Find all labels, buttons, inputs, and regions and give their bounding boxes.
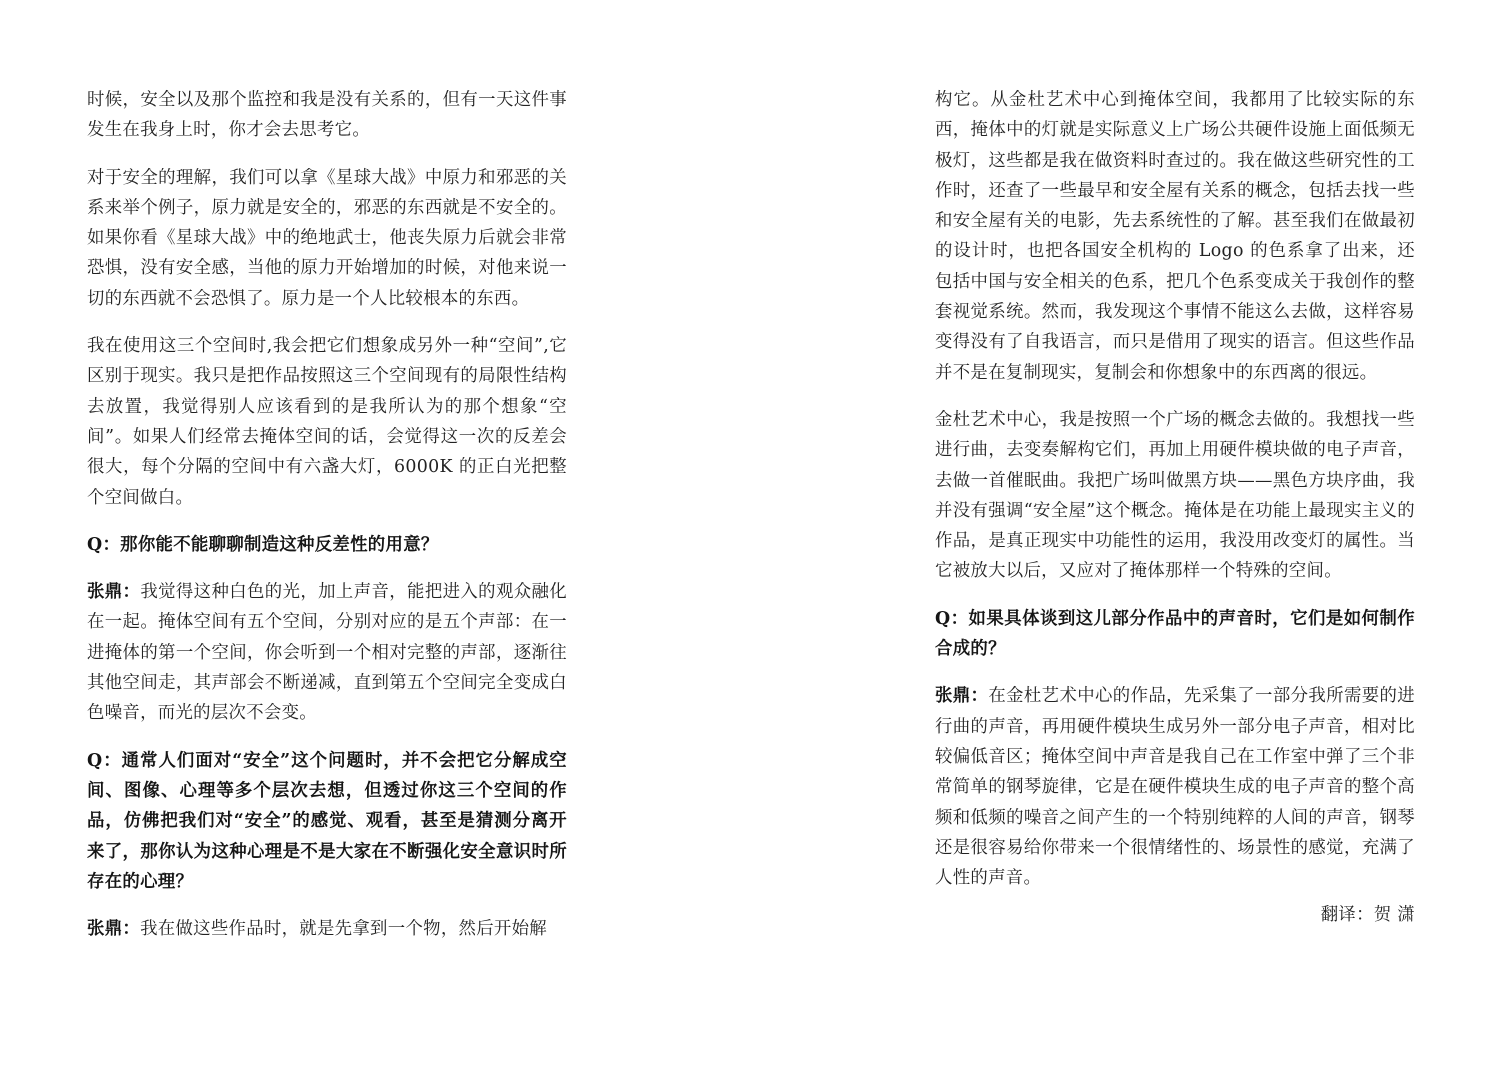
translator-credit: 翻译：贺 潇	[1320, 905, 1415, 926]
right-page	[935, 85, 1415, 931]
left-page	[87, 85, 567, 961]
body-paragraph: 构它。从金杜艺术中心到掩体空间，我都用了比较实际的东西，掩体中的灯就是实际意义上广场公共硬件设施上面低频无极灯，这些都是我在做资料时查过的。我在做这些研究性的工作时，还查了一些最早和安全屋有关系的概念，包括去找一些和安全屋有关的电影，先去系统性的了解。甚至我们在做最初的设计时，也把各国安全机构的 Logo 的色系拿了出来，还包括中国与安全相关的色系，把几个色系变成关于我创作的整套视觉系统。然而，我发现这个事情不能这么去做，这样容易变得没有了自我语言，而只是借用了现实的语言。但这些作品并不是在复制现实，复制会和你想象中的东西离的很远。	[935, 90, 1415, 383]
body-paragraph: 金杜艺术中心，我是按照一个广场的概念去做的。我想找一些进行曲，去变奏解构它们，再加上用硬件模块做的电子声音，去做一首催眠曲。我把广场叫做黑方块——黑色方块序曲，我并没有强调“安全屋”这个概念。掩体是在功能上最现实主义的作品，是真正现实中功能性的运用，我没用改变灯的属性。当它被放大以后，又应对了掩体那样一个特殊的空间。	[935, 409, 1415, 582]
answer-text: 我在做这些作品时，就是先拿到一个物，然后开始解	[140, 919, 547, 940]
interview-question: Q：那你能不能聊聊制造这种反差性的用意？	[87, 534, 439, 555]
answer-text: 我觉得这种白色的光，加上声音，能把进入的观众融化在一起。掩体空间有五个空间，分别对应的是五个声部：在一进掩体的第一个空间，你会听到一个相对完整的声部，逐渐往其他空间走，其声部会不断递减，直到第五个空间完全变成白色噪音，而光的层次不会变。	[87, 582, 567, 724]
interview-question: Q：通常人们面对“安全”这个问题时，并不会把它分解成空间、图像、心理等多个层次去想，但透过你这三个空间的作品，仿佛把我们对“安全”的感觉、观看，甚至是猜测分离开来了，那你认为这种心理是不是大家在不断强化安全意识时所存在的心理？	[87, 750, 567, 892]
body-paragraph: 时候，安全以及那个监控和我是没有关系的，但有一天这件事发生在我身上时，你才会去思考它。	[87, 90, 567, 141]
interview-answer	[87, 914, 567, 944]
speaker-label: 张鼎：	[935, 686, 989, 707]
speaker-label: 张鼎：	[87, 919, 141, 940]
answer-text: 在金杜艺术中心的作品，先采集了一部分我所需要的进行曲的声音，再用硬件模块生成另外一部分电子声音，相对比较偏低音区；掩体空间中声音是我自己在工作室中弹了三个非常简单的钢琴旋律，它是在硬件模块生成的电子声音的整个高频和低频的噪音之间产生的一个特别纯粹的人间的声音，钢琴还是很容易给你带来一个很情绪性的、场景性的感觉，充满了人性的声音。	[935, 686, 1415, 889]
interview-answer	[87, 577, 567, 728]
speaker-label: 张鼎：	[87, 582, 141, 603]
body-paragraph: 我在使用这三个空间时,我会把它们想象成另外一种“空间”,它区别于现实。我只是把作品按照这三个空间现有的局限性结构去放置，我觉得别人应该看到的是我所认为的那个想象“空间”。如果人们经常去掩体空间的话，会觉得这一次的反差会很大，每个分隔的空间中有六盏大灯，6000K 的正白光把整个空间做白。	[87, 336, 567, 508]
interview-question: Q：如果具体谈到这儿部分作品中的声音时，它们是如何制作合成的？	[935, 608, 1415, 660]
interview-answer	[935, 681, 1415, 893]
body-paragraph: 对于安全的理解，我们可以拿《星球大战》中原力和邪恶的关系来举个例子，原力就是安全的，邪恶的东西就是不安全的。如果你看《星球大战》中的绝地武士，他丧失原力后就会非常恐惧，没有安全感，当他的原力开始增加的时候，对他来说一切的东西就不会恐惧了。原力是一个人比较根本的东西。	[87, 167, 567, 309]
